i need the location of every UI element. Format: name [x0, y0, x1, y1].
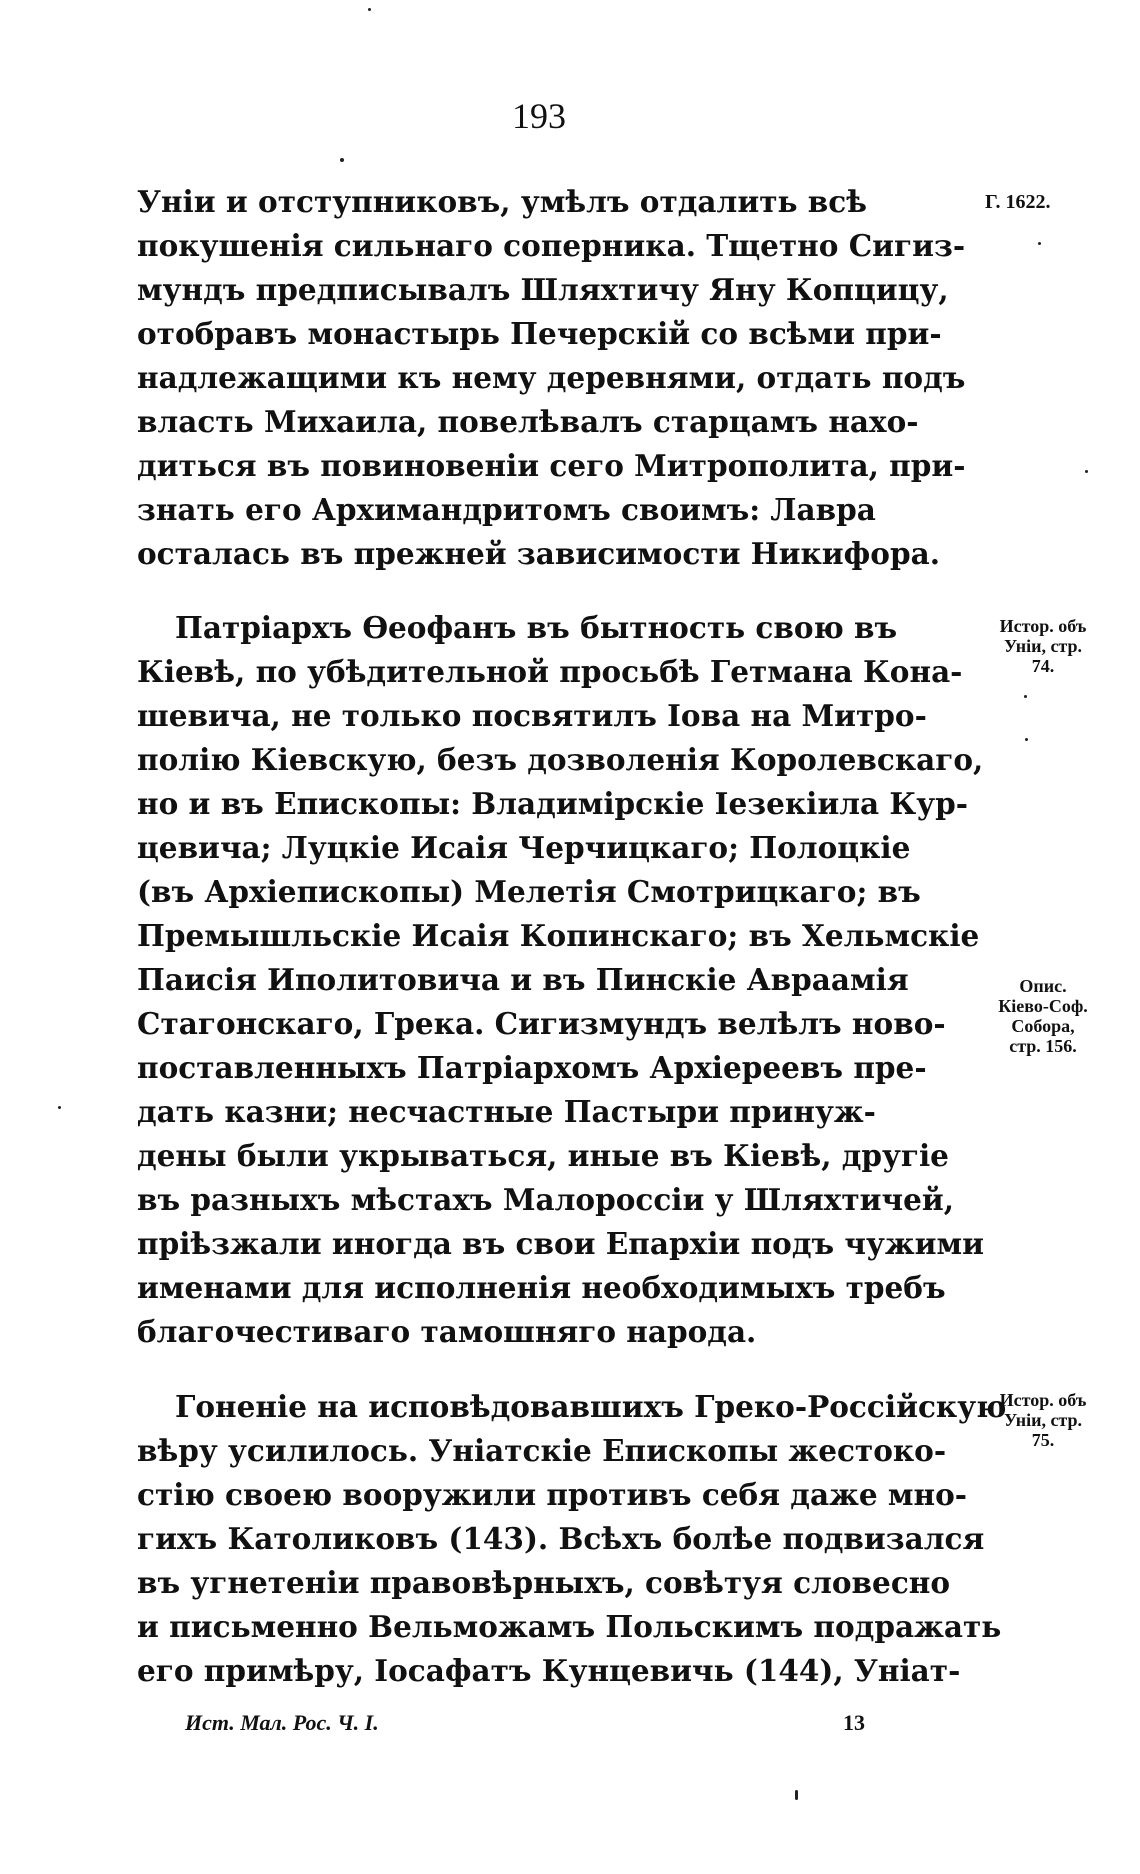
- text-line: полію Кіевскую, безъ дозволенія Королевскаго,: [137, 742, 984, 777]
- margin-note-line: 75.: [1031, 1430, 1055, 1450]
- text-line: (въ Архіепископы) Мелетія Смотрицкаго; въ: [137, 874, 921, 909]
- paragraph-1: [137, 180, 966, 576]
- margin-note-line: Истор. объ: [999, 616, 1087, 636]
- signature-mark: Ист. Мал. Рос. Ч. I.: [185, 1710, 379, 1735]
- text-line: осталась въ прежней зависимости Никифора.: [137, 536, 940, 571]
- text-line: именами для исполненія необходимыхъ требъ: [137, 1270, 946, 1305]
- margin-note-line: Истор. объ: [999, 1390, 1087, 1410]
- text-line: благочестиваго тамошняго народа.: [137, 1314, 757, 1349]
- text-line: Премышльскіе Исаія Копинскаго; въ Хельмскіе: [137, 918, 980, 953]
- margin-note-line: Уніи, стр.: [1003, 636, 1083, 656]
- margin-note-line: Собора,: [1011, 1016, 1075, 1036]
- text-line: пріѣзжали иногда въ свои Епархіи подъ чужими: [137, 1226, 985, 1261]
- text-line: отобравъ монастырь Печерскій со всѣми при-: [137, 316, 942, 351]
- margin-note-2: [968, 976, 1118, 1056]
- text-line: Уніи и отступниковъ, умѣлъ отдалить всѣ: [137, 184, 867, 219]
- print-speck: [1025, 738, 1028, 741]
- paragraph-2: [137, 606, 985, 1354]
- text-line: мундъ предписывалъ Шляхтичу Яну Копцицу,: [137, 272, 949, 307]
- print-speck: [795, 1790, 798, 1800]
- margin-note-line: Кіево-Соф.: [998, 996, 1088, 1016]
- text-line: дать казни; несчастные Пастыри принуж-: [137, 1094, 876, 1129]
- text-line: въ угнетеніи правовѣрныхъ, совѣтуя словесно: [137, 1565, 951, 1600]
- text-line: и письменно Вельможамъ Польскимъ подражать: [137, 1609, 1002, 1644]
- text-line: надлежащими къ нему деревнями, отдать подъ: [137, 360, 966, 395]
- text-line: его примѣру, Іосафатъ Кунцевичь (144), Уніат-: [137, 1653, 961, 1688]
- text-line: Стагонскаго, Грека. Сигизмундъ велѣлъ ново-: [137, 1006, 946, 1041]
- sheet-number: 13: [843, 1710, 865, 1735]
- print-speck: [1038, 242, 1041, 245]
- text-line: въ разныхъ мѣстахъ Малороссіи у Шляхтичей,: [137, 1182, 955, 1217]
- print-speck: [340, 158, 344, 162]
- text-line: вѣру усилилось. Уніатскіе Епископы жестоко-: [137, 1433, 947, 1468]
- text-line: Гоненіе на исповѣдовавшихъ Греко-Россійскую: [175, 1389, 1007, 1424]
- text-line: гихъ Католиковъ (143). Всѣхъ болѣе подвизался: [137, 1521, 985, 1556]
- text-line: стію своею вооружили противъ себя даже мно-: [137, 1477, 968, 1512]
- paragraph-3: [137, 1385, 1007, 1693]
- margin-note-line: стр. 156.: [1009, 1036, 1077, 1056]
- print-speck: [1085, 470, 1088, 473]
- text-line: но и въ Епископы: Владимірскіе Іезекіила Кур-: [137, 786, 968, 821]
- text-line: знать его Архимандритомъ своимъ: Лавра: [137, 492, 876, 527]
- margin-note-line: Уніи, стр.: [1003, 1410, 1083, 1430]
- page-footer: [185, 1710, 905, 1736]
- text-line: поставленныхъ Патріархомъ Архіереевъ пре-: [137, 1050, 927, 1085]
- text-line: диться въ повиновеніи сего Митрополита, при-: [137, 448, 966, 483]
- text-line: Патріархъ Ѳеофанъ въ бытность свою въ: [175, 610, 898, 645]
- text-line: Кіевѣ, по убѣдительной просьбѣ Гетмана Кона-: [137, 654, 963, 689]
- text-line: покушенія сильнаго соперника. Тщетно Сигиз-: [137, 228, 966, 263]
- print-speck: [58, 1106, 61, 1109]
- margin-note-line: Опис.: [1019, 976, 1067, 996]
- margin-note-year: Г. 1622.: [985, 191, 1051, 213]
- margin-note-1: [968, 616, 1118, 676]
- text-line: шевича, не только посвятилъ Іова на Митро-: [137, 698, 927, 733]
- text-line: дены были укрываться, иные въ Кіевѣ, другіе: [137, 1138, 949, 1173]
- text-line: власть Михаила, повелѣвалъ старцамъ нахо-: [137, 404, 919, 439]
- text-line: цевича; Луцкіе Исаія Черчицкаго; Полоцкіе: [137, 830, 911, 865]
- margin-note-3: [968, 1390, 1118, 1450]
- print-speck: [368, 8, 371, 11]
- page-number: 193: [512, 96, 566, 136]
- margin-note-line: 74.: [1031, 656, 1055, 676]
- text-line: Паисія Иполитовича и въ Пинскіе Авраамія: [137, 962, 909, 997]
- print-speck: [1024, 695, 1027, 698]
